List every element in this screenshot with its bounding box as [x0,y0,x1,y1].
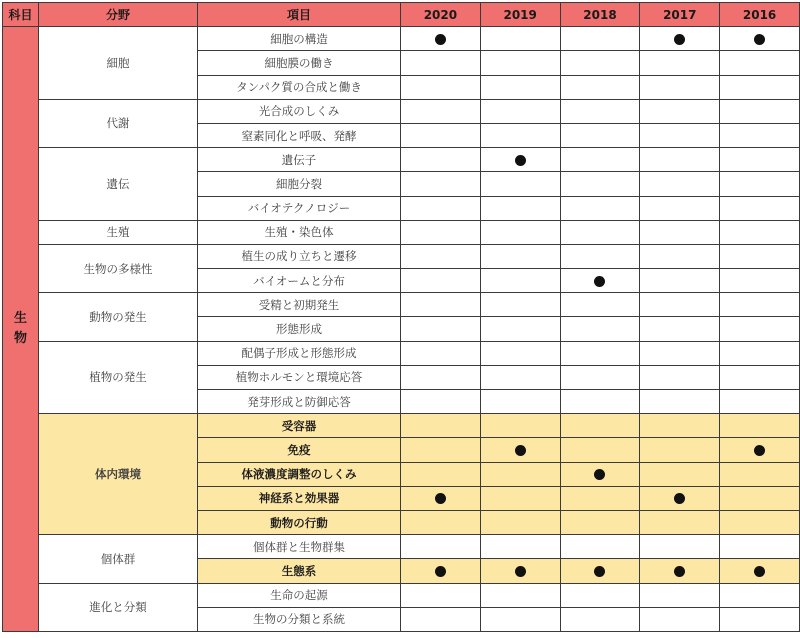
year-cell-2016 [720,486,800,510]
item-cell: 体液濃度調整のしくみ [198,462,401,486]
year-cell-2016 [720,317,800,341]
table-row [3,148,800,172]
year-cell-2018 [560,535,640,559]
header-year: 2016 [720,3,800,27]
year-cell-2020 [401,123,481,147]
year-cell-2017 [640,27,720,51]
table-body [3,27,800,632]
year-cell-2017 [640,510,720,534]
year-cell-2018 [560,293,640,317]
year-cell-2018 [560,462,640,486]
year-cell-2020 [401,196,481,220]
year-cell-2016 [720,414,800,438]
year-cell-2016 [720,583,800,607]
year-cell-2018 [560,148,640,172]
year-cell-2016 [720,341,800,365]
year-cell-2019 [480,220,560,244]
year-cell-2017 [640,365,720,389]
year-cell-2018 [560,75,640,99]
item-cell: 個体群と生物群集 [198,535,401,559]
table-row [3,99,800,123]
year-cell-2019 [480,244,560,268]
year-cell-2018 [560,123,640,147]
filled-circle-icon [515,566,526,577]
year-cell-2016 [720,123,800,147]
item-cell: 受容器 [198,414,401,438]
year-cell-2017 [640,123,720,147]
field-cell: 個体群 [39,535,198,583]
year-cell-2016 [720,293,800,317]
year-cell-2019 [480,172,560,196]
header-year: 2020 [401,3,481,27]
year-cell-2018 [560,341,640,365]
year-cell-2020 [401,438,481,462]
year-cell-2018 [560,559,640,583]
year-cell-2019 [480,462,560,486]
year-cell-2017 [640,559,720,583]
item-cell: 細胞の構造 [198,27,401,51]
table-row [3,341,800,365]
year-cell-2016 [720,607,800,631]
year-cell-2017 [640,148,720,172]
year-cell-2019 [480,607,560,631]
year-cell-2019 [480,293,560,317]
item-cell: 細胞膜の働き [198,51,401,75]
filled-circle-icon [435,493,446,504]
item-cell: 生命の起源 [198,583,401,607]
year-cell-2017 [640,462,720,486]
header-subject: 科目 [3,3,39,27]
year-cell-2020 [401,559,481,583]
field-cell: 代謝 [39,99,198,147]
year-cell-2020 [401,293,481,317]
filled-circle-icon [515,445,526,456]
subject-cell [3,27,39,632]
year-cell-2017 [640,51,720,75]
table-row [3,414,800,438]
year-cell-2017 [640,269,720,293]
item-cell: 形態形成 [198,317,401,341]
filled-circle-icon [594,469,605,480]
year-cell-2018 [560,607,640,631]
year-cell-2020 [401,414,481,438]
field-cell: 生殖 [39,220,198,244]
header-item: 項目 [198,3,401,27]
year-cell-2020 [401,535,481,559]
year-cell-2017 [640,414,720,438]
year-cell-2019 [480,51,560,75]
year-cell-2017 [640,75,720,99]
filled-circle-icon [754,445,765,456]
filled-circle-icon [435,34,446,45]
year-cell-2019 [480,583,560,607]
item-cell: 細胞分裂 [198,172,401,196]
year-cell-2019 [480,317,560,341]
year-cell-2020 [401,148,481,172]
year-cell-2018 [560,99,640,123]
filled-circle-icon [594,276,605,287]
year-cell-2020 [401,269,481,293]
filled-circle-icon [674,34,685,45]
item-cell: 生物の分類と系統 [198,607,401,631]
year-cell-2017 [640,244,720,268]
field-cell: 細胞 [39,27,198,100]
year-cell-2020 [401,390,481,414]
table-row [3,583,800,607]
table-row [3,27,800,51]
year-cell-2018 [560,196,640,220]
year-cell-2019 [480,27,560,51]
year-cell-2020 [401,462,481,486]
year-cell-2016 [720,172,800,196]
year-cell-2019 [480,196,560,220]
table-row [3,535,800,559]
year-cell-2019 [480,535,560,559]
header-year: 2018 [560,3,640,27]
year-cell-2016 [720,196,800,220]
year-cell-2018 [560,317,640,341]
filled-circle-icon [754,566,765,577]
year-cell-2016 [720,535,800,559]
year-cell-2019 [480,510,560,534]
year-cell-2019 [480,123,560,147]
item-cell: 窒素同化と呼吸、発酵 [198,123,401,147]
year-cell-2020 [401,172,481,196]
year-cell-2020 [401,486,481,510]
year-cell-2016 [720,462,800,486]
item-cell: 配偶子形成と形態形成 [198,341,401,365]
item-cell: 発芽形成と防御応答 [198,390,401,414]
table-row [3,293,800,317]
year-cell-2019 [480,148,560,172]
year-cell-2016 [720,220,800,244]
item-cell: 動物の行動 [198,510,401,534]
year-cell-2018 [560,510,640,534]
table-row [3,220,800,244]
field-cell: 遺伝 [39,148,198,221]
year-cell-2020 [401,317,481,341]
year-cell-2020 [401,607,481,631]
year-cell-2019 [480,414,560,438]
field-cell: 体内環境 [39,414,198,535]
year-cell-2017 [640,99,720,123]
year-cell-2016 [720,510,800,534]
year-cell-2018 [560,51,640,75]
header-year: 2019 [480,3,560,27]
year-cell-2020 [401,99,481,123]
header-row [3,3,800,27]
field-cell: 植物の発生 [39,341,198,414]
item-cell: バイオテクノロジー [198,196,401,220]
year-cell-2016 [720,99,800,123]
year-cell-2020 [401,244,481,268]
year-cell-2019 [480,390,560,414]
year-cell-2017 [640,293,720,317]
year-cell-2016 [720,51,800,75]
year-cell-2018 [560,172,640,196]
year-cell-2018 [560,414,640,438]
header-year: 2017 [640,3,720,27]
year-cell-2017 [640,583,720,607]
year-cell-2018 [560,244,640,268]
year-cell-2018 [560,27,640,51]
year-cell-2019 [480,75,560,99]
year-cell-2017 [640,196,720,220]
year-cell-2016 [720,390,800,414]
filled-circle-icon [515,155,526,166]
year-cell-2019 [480,438,560,462]
item-cell: バイオームと分布 [198,269,401,293]
year-cell-2018 [560,269,640,293]
year-cell-2020 [401,51,481,75]
year-cell-2019 [480,365,560,389]
year-cell-2019 [480,99,560,123]
year-cell-2017 [640,317,720,341]
year-cell-2018 [560,390,640,414]
filled-circle-icon [435,566,446,577]
year-cell-2019 [480,269,560,293]
year-cell-2020 [401,220,481,244]
item-cell: 植物ホルモンと環境応答 [198,365,401,389]
year-cell-2016 [720,27,800,51]
year-cell-2018 [560,583,640,607]
filled-circle-icon [674,566,685,577]
item-cell: 遺伝子 [198,148,401,172]
item-cell: 免疫 [198,438,401,462]
year-cell-2017 [640,341,720,365]
year-cell-2017 [640,390,720,414]
exam-topic-table [2,2,800,632]
year-cell-2017 [640,438,720,462]
item-cell: 光合成のしくみ [198,99,401,123]
year-cell-2017 [640,486,720,510]
item-cell: 植生の成り立ちと遷移 [198,244,401,268]
header-field: 分野 [39,3,198,27]
field-cell: 進化と分類 [39,583,198,631]
year-cell-2020 [401,341,481,365]
year-cell-2019 [480,486,560,510]
field-cell: 動物の発生 [39,293,198,341]
filled-circle-icon [594,566,605,577]
year-cell-2019 [480,559,560,583]
item-cell: 神経系と効果器 [198,486,401,510]
item-cell: タンパク質の合成と働き [198,75,401,99]
year-cell-2020 [401,365,481,389]
year-cell-2018 [560,365,640,389]
year-cell-2019 [480,341,560,365]
year-cell-2016 [720,438,800,462]
year-cell-2016 [720,244,800,268]
year-cell-2016 [720,365,800,389]
field-cell: 生物の多様性 [39,244,198,292]
filled-circle-icon [754,34,765,45]
filled-circle-icon [674,493,685,504]
year-cell-2017 [640,607,720,631]
year-cell-2017 [640,220,720,244]
year-cell-2016 [720,148,800,172]
item-cell: 受精と初期発生 [198,293,401,317]
subject-label: 生物 [13,311,27,347]
year-cell-2020 [401,75,481,99]
year-cell-2020 [401,510,481,534]
year-cell-2020 [401,583,481,607]
year-cell-2018 [560,486,640,510]
year-cell-2017 [640,172,720,196]
year-cell-2020 [401,27,481,51]
item-cell: 生態系 [198,559,401,583]
item-cell: 生殖・染色体 [198,220,401,244]
year-cell-2018 [560,220,640,244]
year-cell-2018 [560,438,640,462]
year-cell-2016 [720,559,800,583]
year-cell-2016 [720,269,800,293]
year-cell-2016 [720,75,800,99]
year-cell-2017 [640,535,720,559]
table-row [3,244,800,268]
